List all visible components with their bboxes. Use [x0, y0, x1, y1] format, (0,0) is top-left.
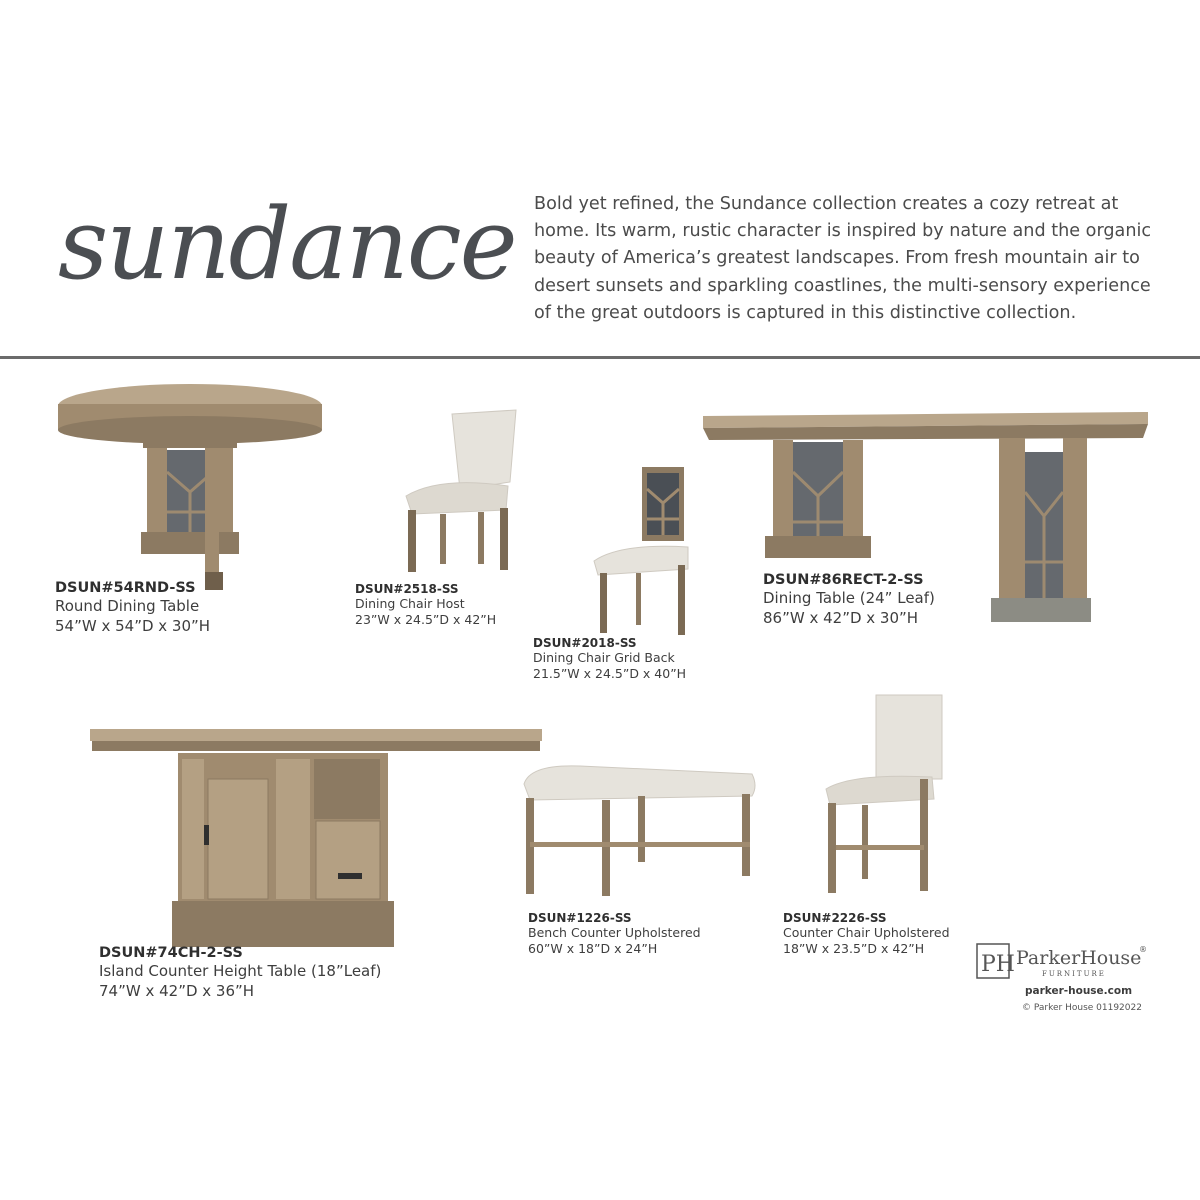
website-url: parker-house.com — [1025, 985, 1133, 997]
sundance-wordmark — [58, 168, 516, 318]
product-island-table — [99, 945, 381, 1001]
product-dimensions: 86”W x 42”D x 30”H — [763, 609, 919, 627]
product-name: Dining Chair Grid Back — [533, 650, 675, 665]
copyright: © Parker House 01192022 — [1022, 1003, 1142, 1013]
product-name: Round Dining Table — [55, 597, 200, 615]
product-dimensions: 74”W x 42”D x 36”H — [99, 982, 255, 1000]
product-sku: DSUN#54RND-SS — [55, 580, 196, 596]
product-dimensions: 21.5”W x 24.5”D x 40”H — [533, 666, 687, 681]
round-table-image — [55, 382, 325, 592]
parker-house-logo — [976, 942, 1146, 982]
product-name: Dining Chair Host — [355, 596, 465, 611]
product-sku: DSUN#86RECT-2-SS — [763, 572, 924, 588]
product-counter-bench — [528, 911, 701, 957]
product-sku: DSUN#1226-SS — [528, 911, 632, 925]
product-dimensions: 54”W x 54”D x 30”H — [55, 617, 211, 635]
product-dimensions: 60”W x 18”D x 24”H — [528, 941, 658, 956]
product-sku: DSUN#74CH-2-SS — [99, 945, 243, 961]
product-name: Counter Chair Upholstered — [783, 925, 950, 940]
grid-back-chair-image — [590, 465, 700, 637]
counter-chair-image — [822, 695, 950, 895]
product-counter-chair — [783, 911, 950, 957]
island-table-image — [90, 725, 545, 950]
product-sku: DSUN#2226-SS — [783, 911, 887, 925]
product-dimensions: 18”W x 23.5”D x 42”H — [783, 941, 925, 956]
product-name: Island Counter Height Table (18”Leaf) — [99, 962, 382, 980]
product-host-chair — [355, 582, 496, 628]
product-round-table — [55, 580, 210, 636]
logo-name: ParkerHouse — [1016, 947, 1142, 969]
product-rectangular-table — [763, 572, 935, 628]
logo-registered: ® — [1139, 945, 1147, 954]
wordmark-text: sundance — [58, 188, 516, 302]
product-name: Bench Counter Upholstered — [528, 925, 701, 940]
header-divider — [0, 356, 1200, 359]
product-grid-back-chair — [533, 636, 686, 682]
product-name: Dining Table (24” Leaf) — [763, 589, 935, 607]
logo-mark: PH — [981, 952, 1015, 977]
product-dimensions: 23”W x 24.5”D x 42”H — [355, 612, 497, 627]
collection-intro: Bold yet refined, the Sundance collection creates a cozy retreat at home. Its warm, rustic character is inspired by nature and the organic beauty of America’s greatest landscapes. From fresh mountain air to desert sunsets and sparkling coastlines, the multi-sensory experience of the great outdoors is captured in this distinctive collection. — [534, 194, 1152, 323]
counter-bench-image — [520, 760, 760, 900]
product-sku: DSUN#2018-SS — [533, 636, 637, 650]
host-chair-image — [400, 410, 525, 572]
product-sku: DSUN#2518-SS — [355, 582, 459, 596]
logo-sub: FURNITURE — [1042, 970, 1106, 978]
